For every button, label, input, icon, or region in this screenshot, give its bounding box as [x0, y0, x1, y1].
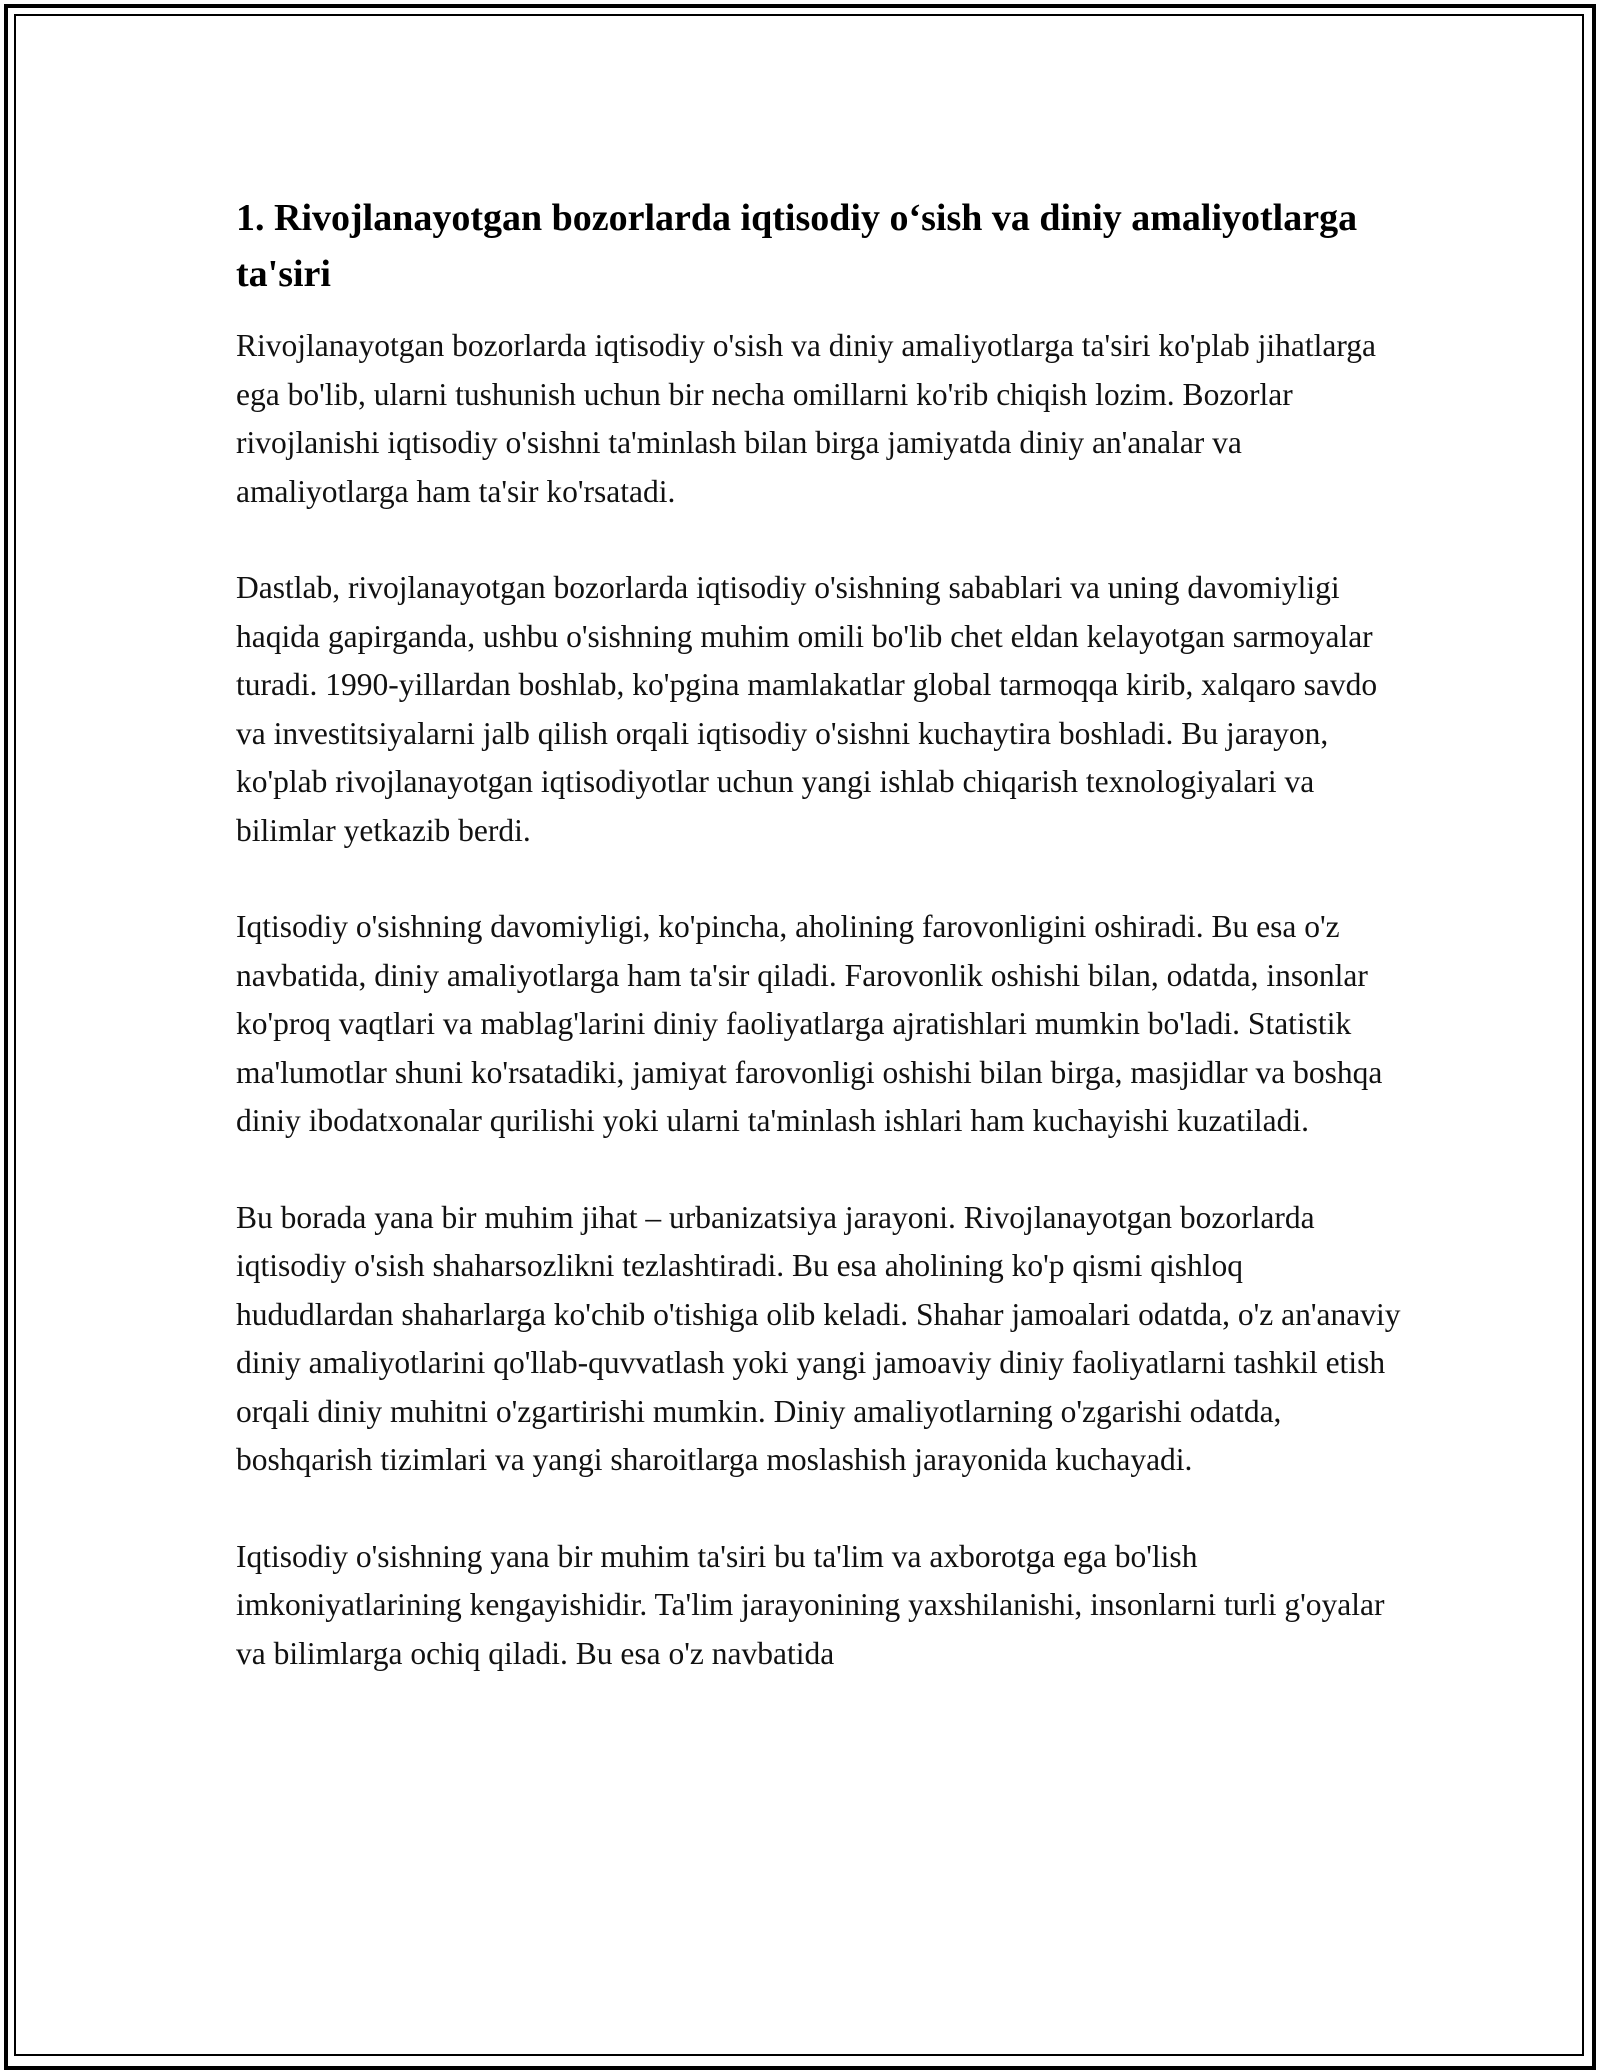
paragraph-2: Dastlab, rivojlanayotgan bozorlarda iqtisodiy o'sishning sabablari va uning davomiyligi haqida gapirganda, ushbu o'sishning muhim omili bo'lib chet eldan kelayotgan sarmoyalar turadi. 1990-yillardan boshlab, ko'pgina mamlakatlar global tarmoqqa kirib, xalqaro savdo va investitsiyalarni jalb qilish orqali iqtisodiy o'sishni kuchaytira boshladi. Bu jarayon, ko'plab rivojlanayotgan iqtisodiyotlar uchun yangi ishlab chiqarish texnologiyalari va bilimlar yetkazib berdi. — [236, 570, 1378, 848]
section-heading: 1. Rivojlanayotgan bozorlarda iqtisodiy o‘sish va diniy amaliyotlarga ta'siri — [236, 197, 1358, 295]
paragraph-1: Rivojlanayotgan bozorlarda iqtisodiy o'sish va diniy amaliyotlarga ta'siri ko'plab jihatlarga ega bo'lib, ularni tushunish uchun bir necha omillarni ko'rib chiqish lozim. Bozorlar rivojlanishi iqtisodiy o'sishni ta'minlash bilan birga jamiyatda diniy an'analar va amaliyotlarga ham ta'sir ko'rsatadi. — [236, 328, 1376, 509]
paragraph-4: Bu borada yana bir muhim jihat – urbanizatsiya jarayoni. Rivojlanayotgan bozorlarda iqtisodiy o'sish shaharsozlikni tezlashtiradi. Bu esa aholining ko'p qismi qishloq hududlardan shaharlarga ko'chib o'tishiga olib keladi. Shahar jamoalari odatda, o'z an'anaviy diniy amaliyotlarini qo'llab-quvvatlash yoki yangi jamoaviy diniy faoliyatlarni tashkil etish orqali diniy muhitni o'zgartirishi mumkin. Diniy amaliyotlarning o'zgarishi odatda, boshqarish tizimlari va yangi sharoitlarga moslashish jarayonida kuchayadi. — [236, 1199, 1401, 1477]
paragraph-3: Iqtisodiy o'sishning davomiyligi, ko'pincha, aholining farovonligini oshiradi. Bu esa o'z navbatida, diniy amaliyotlarga ham ta'sir qiladi. Farovonlik oshishi bilan, odatda, insonlar ko'proq vaqtlari va mablag'larini diniy faoliyatlarga ajratishlari mumkin bo'ladi. Statistik ma'lumotlar shuni ko'rsatadiki, jamiyat farovonligi oshishi bilan birga, masjidlar va boshqa diniy ibodatxonalar qurilishi yoki ularni ta'minlash ishlari ham kuchayishi kuzatiladi. — [236, 909, 1383, 1138]
document-body — [236, 190, 1406, 1726]
paragraph-5: Iqtisodiy o'sishning yana bir muhim ta'siri bu ta'lim va axborotga ega bo'lish imkoniyatlarining kengayishidir. Ta'lim jarayonining yaxshilanishi, insonlarni turli g'oyalar va bilimlarga ochiq qiladi. Bu esa o'z navbatida — [236, 1538, 1385, 1671]
